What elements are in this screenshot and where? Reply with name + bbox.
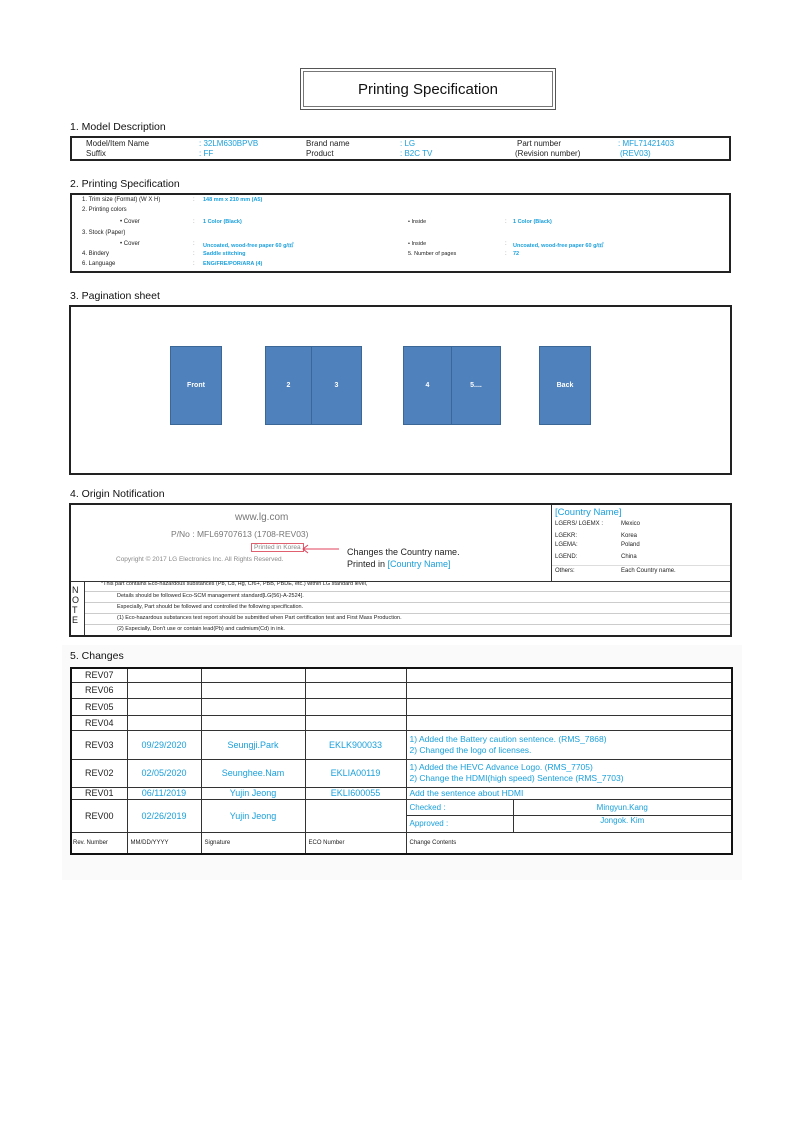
checked-value: Mingyun.Kang [513, 799, 732, 815]
section-heading-changes: 5. Changes [70, 650, 124, 662]
table-row [71, 668, 732, 682]
page-5 [451, 346, 501, 425]
language-label: 6. Language [82, 261, 116, 267]
note-line: (1) Eco-hazardous substances test report should be submitted when Part certification test and First Mass Production. [117, 615, 402, 621]
part-number-value: : MFL71421403 [618, 139, 675, 148]
section-heading-model: 1. Model Description [70, 121, 166, 133]
note-line: (2) Especially, Don't use or contain lead(Pb) and cadmium(Cd) in ink. [117, 626, 285, 632]
arrow-left-icon [301, 544, 341, 554]
note-letter: O [72, 595, 80, 605]
revision-label: (Revision number) [515, 149, 581, 158]
eco-cell: EKLK900033 [305, 730, 406, 759]
page-back [539, 346, 591, 425]
pages-value: 72 [513, 251, 520, 257]
sig-cell: Seunghee.Nam [201, 759, 305, 787]
country-code: LGEKR: [555, 533, 578, 539]
checked-label: Checked : [406, 799, 513, 815]
cover-color-colon: : [193, 219, 195, 225]
changes-table [70, 667, 733, 855]
footer-content: Change Contents [406, 832, 732, 854]
country-separator [552, 565, 730, 566]
change-note-1: Changes the Country name. [347, 547, 460, 557]
date-cell [127, 698, 201, 715]
footer-sig: Signature [201, 832, 305, 854]
content-cell [406, 715, 732, 730]
stock-label: 3. Stock (Paper) [82, 230, 126, 236]
content-cell [406, 730, 732, 759]
note-line: *This part contains Eco-hazardous substances (Pb, Cd, Hg, Cr6+, PBB, PBDE, etc.) within LG standard level, [101, 581, 368, 587]
content-cell [406, 668, 732, 682]
page-4 [403, 346, 452, 425]
page-label: 4 [425, 382, 430, 389]
rev-cell: REV00 [71, 799, 127, 832]
printed-in-box: Printed in Korea [251, 543, 304, 552]
sig-cell [201, 715, 305, 730]
page-3 [311, 346, 362, 425]
table-row [71, 799, 732, 815]
note-line: Especially, Part should be followed and controlled the following specification. [117, 604, 304, 610]
suffix-value: : FF [199, 149, 214, 158]
stock-inside-value: Uncoated, wood-free paper 60 g/㎡ [513, 243, 604, 249]
document-title [300, 68, 556, 110]
rev-cell: REV05 [71, 698, 127, 715]
date-cell: 02/05/2020 [127, 759, 201, 787]
change-note-prefix: Printed in [347, 559, 388, 569]
country-name: Korea [621, 533, 638, 539]
brand-label: Brand name [306, 139, 350, 148]
stock-cover-colon: : [193, 241, 195, 247]
content-cell [406, 698, 732, 715]
eco-cell [305, 668, 406, 682]
date-cell [127, 682, 201, 698]
table-row [71, 787, 732, 799]
sig-cell: Seungji.Park [201, 730, 305, 759]
footer-date: MM/DD/YYYY [127, 832, 201, 854]
pages-label: 5. Number of pages [408, 251, 457, 257]
sig-cell [201, 682, 305, 698]
stock-inside-label: • Inside [408, 241, 427, 247]
table-row [71, 730, 732, 759]
eco-cell [305, 715, 406, 730]
section-heading-pagination: 3. Pagination sheet [70, 290, 160, 302]
content-line: 1) Added the HEVC Advance Logo. (RMS_7705) [409, 762, 593, 772]
content-cell [406, 682, 732, 698]
change-note-2 [347, 559, 451, 569]
date-cell [127, 715, 201, 730]
note-label [72, 585, 79, 625]
page-2 [265, 346, 312, 425]
page-label: 3 [334, 382, 339, 389]
page-label: 5.... [470, 382, 482, 389]
note-letter-divider [84, 581, 85, 635]
approved-value: Jongok. Kim [513, 815, 732, 832]
cover-color-value: 1 Color (Black) [203, 219, 242, 225]
title-text: Printing Specification [357, 80, 499, 98]
revision-value: (REV03) [620, 149, 651, 158]
table-row [71, 715, 732, 730]
country-code: Others: [555, 568, 575, 574]
rev-cell: REV07 [71, 668, 127, 682]
content-line: 2) Changed the logo of licenses. [409, 744, 532, 755]
table-footer-row [71, 832, 732, 854]
part-number-label: Part number [517, 139, 562, 148]
page-front [170, 346, 222, 425]
inside-color-label: • Inside [408, 219, 427, 225]
note-row-line [85, 613, 730, 614]
model-description-box [70, 136, 731, 161]
rev-cell: REV04 [71, 715, 127, 730]
page-label: Front [187, 382, 205, 389]
country-name: China [621, 554, 637, 560]
page-label: Back [556, 382, 574, 389]
change-note-country: [Country Name] [387, 559, 451, 569]
colors-label: 2. Printing colors [82, 207, 127, 213]
sig-cell [201, 698, 305, 715]
brand-value: : LG [400, 139, 416, 148]
eco-cell [305, 682, 406, 698]
approved-label: Approved : [406, 815, 513, 832]
date-cell: 02/26/2019 [127, 799, 201, 832]
note-letter: T [72, 605, 78, 615]
cover-color-label: • Cover [120, 219, 140, 225]
content-cell: Add the sentence about HDMI [406, 787, 732, 799]
note-row-line [85, 624, 730, 625]
bindery-label: 4. Bindery [82, 251, 110, 257]
note-letter: E [72, 615, 79, 625]
stock-cover-value: Uncoated, wood-free paper 60 g/㎡ [203, 243, 294, 249]
model-label: Model/Item Name [86, 139, 150, 148]
stock-inside-colon: : [505, 241, 507, 247]
section-heading-origin: 4. Origin Notification [70, 488, 165, 500]
rev-cell: REV02 [71, 759, 127, 787]
country-name: Each Country name. [621, 568, 676, 574]
trim-colon: : [193, 197, 195, 203]
note-row-line [85, 602, 730, 603]
stock-cover-label: • Cover [120, 241, 140, 247]
section-heading-printing: 2. Printing Specification [70, 178, 180, 190]
table-row [71, 698, 732, 715]
country-code: LGERS/ LGEMX : [555, 521, 604, 527]
rev-cell: REV03 [71, 730, 127, 759]
sig-cell: Yujin Jeong [201, 799, 305, 832]
note-row-line [85, 591, 730, 592]
product-value: : B2C TV [400, 149, 433, 158]
bindery-colon: : [193, 251, 195, 257]
trim-label: 1. Trim size (Format) (W X H) [82, 197, 161, 203]
rev-cell: REV06 [71, 682, 127, 698]
page-label: 2 [286, 382, 291, 389]
pagination-box [69, 305, 732, 475]
eco-cell: EKLIA00119 [305, 759, 406, 787]
bindery-value: Saddle stitching [203, 251, 246, 257]
sig-cell [201, 668, 305, 682]
rev-cell: REV01 [71, 787, 127, 799]
footer-rev: Rev. Number [71, 832, 127, 854]
country-name: Poland [621, 542, 640, 548]
language-colon: : [193, 261, 195, 267]
country-name: Mexico [621, 521, 641, 527]
product-label: Product [306, 149, 334, 158]
content-line: 1) Added the Battery caution sentence. (RMS_7868) [409, 733, 607, 744]
eco-cell [305, 698, 406, 715]
origin-box [69, 503, 732, 637]
copyright-text: Copyright © 2017 LG Electronics Inc. All Rights Reserved. [116, 556, 284, 563]
country-divider [551, 505, 552, 581]
printing-spec-box [70, 193, 731, 273]
table-row [71, 759, 732, 787]
footer-eco: ECO Number [305, 832, 406, 854]
content-cell [406, 759, 732, 787]
date-cell [127, 668, 201, 682]
pages-colon: : [505, 251, 507, 257]
date-cell: 09/29/2020 [127, 730, 201, 759]
note-line: Details should be followed Eco-SCM management standard[LG(56)-A-2524]. [117, 593, 304, 599]
suffix-label: Suffix [86, 149, 106, 158]
inside-color-colon: : [505, 219, 507, 225]
language-value: ENG/FRE/POR/ARA (4) [203, 261, 263, 267]
country-code: LGEND: [555, 554, 578, 560]
eco-cell [305, 799, 406, 832]
sig-cell: Yujin Jeong [201, 787, 305, 799]
content-line: 2) Change the HDMI(high speed) Sentence (RMS_7703) [409, 773, 624, 783]
model-value: : 32LM630BPVB [199, 139, 259, 148]
website-text: www.lg.com [235, 512, 289, 523]
trim-value: 148 mm x 210 mm (A5) [203, 197, 263, 203]
pno-text: P/No : MFL69707613 (1708-REV03) [171, 529, 309, 539]
country-code: LGEMA: [555, 542, 578, 548]
date-cell: 06/11/2019 [127, 787, 201, 799]
table-row [71, 682, 732, 698]
eco-cell: EKLI600055 [305, 787, 406, 799]
inside-color-value: 1 Color (Black) [513, 219, 552, 225]
country-heading: [Country Name] [555, 507, 622, 518]
note-letter: N [72, 585, 79, 595]
